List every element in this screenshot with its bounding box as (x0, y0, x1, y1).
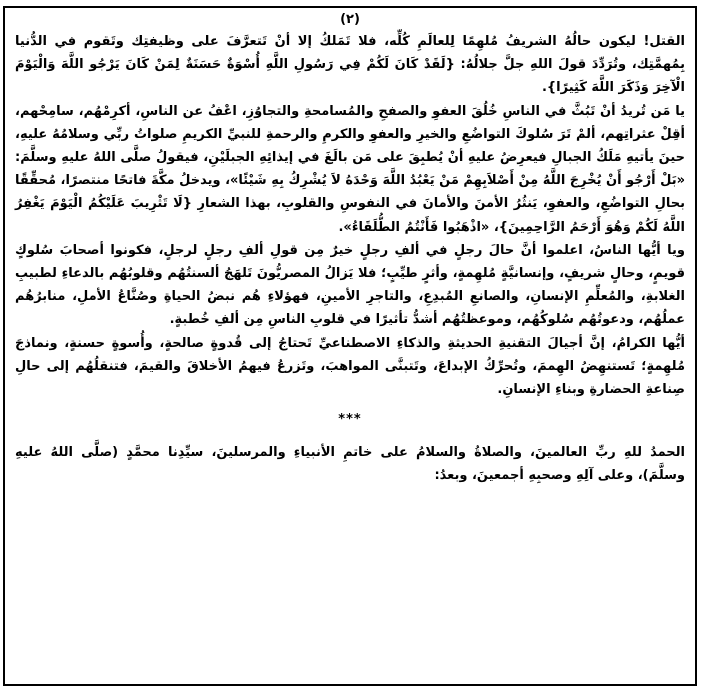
closing-paragraph: الحمدُ للهِ ربِّ العالمينَ، والصلاةُ والسلامُ على خاتمِ الأنبياءِ والمرسلينَ، سيِّدِنا محمَّدٍ (صلَّى اللهُ عليهِ وسلَّمَ)، وعلى آلِهِ وصحبِهِ أجمعينَ، وبعدُ: (15, 445, 685, 484)
page-number: (٢) (340, 12, 360, 27)
paragraph-3: ويا أيُّها الناسُ، اعلموا أنَّ حالَ رجلٍ في ألفِ رجلٍ خيرٌ مِن قولِ ألفِ رجلٍ لرجلٍ، فكونوا أصحابَ سُلوكٍ قويمٍ، وحالٍ شريفٍ، وإنسانيَّةٍ مُلهِمةٍ، وأثرٍ طيِّبٍ؛ فلا يَزالُ المصريُّونَ تَلهَجُ ألسنتُهُم وقلوبُهُم بالدعاءِ لطبيبِ الغلابةِ، والمُعلِّمِ الإنسانِ، والصانعِ المُبدِعِ، والتاجرِ الأمينِ، فهؤلاءِ هُم نبضُ الحياةِ وصُنَّاعُ الأملِ، منابرُهُم عملُهُم، ودعوتُهُم سُلوكُهُم، وموعظتُهُم أشدُّ تأثيرًا في قلوبِ الناسِ مِن ألفِ خُطبةٍ. (15, 242, 685, 328)
paragraph-4: أيُّها الكرامُ، إنَّ أجيالَ التقنيةِ الحديثةِ والذكاءِ الاصطناعيِّ تَحتاجُ إلى قُدوةٍ صالحةٍ، وأُسوةٍ حسنةٍ، ونماذجَ مُلهِمةٍ؛ تَستنهِضُ الهِممَ، وتُحرِّكُ الإبداعَ، وتَتبنَّى المواهبَ، وتَزرعُ فيهمُ الأخلاقَ والقيمَ، فتنقلُهُم إلى حالِ صِناعةِ الحضارةِ وبناءِ الإنسانِ. (15, 335, 685, 398)
paragraph-1: القتل! ليكون حالُهُ الشريفُ مُلهِمًا لِلعالَمِ كُلِّه، فلا تَمَلكُ إلا أنْ تَتعرَّفَ على وظيفتِك وتَقوم في الدُّنيا بِمُهمَّتِك، وتُرَدِّدَ قولَ اللهِ جلَّ جلالُهُ: {لَقَدْ كَانَ لَكُمْ فِي رَسُولِ اللَّهِ أُسْوَةٌ حَسَنَةٌ لِمَنْ كَانَ يَرْجُو اللَّهَ وَالْيَوْمَ الْآخِرَ وَذَكَرَ اللَّهَ كَثِيرًا}. (15, 34, 685, 96)
section-separator: *** (338, 412, 362, 428)
paragraph-2: يا مَن تُريدُ أنْ تَبُثَّ في الناسِ خُلُقَ العفوِ والصفحِ والمُسامحةِ والتجاوُزِ، اعْفُ عن الناسِ، أكرِمْهُم، سامِحْهم، أقِلْ عثراتِهم، ألمْ تَرَ سُلوكَ التواضُعِ والخيرِ والعفوِ والكرمِ والرحمةِ للنبيِّ الكريمِ صلواتُ ربِّي وسلامُهُ عليهِ، حينَ يأتيهِ مَلَكُ الجبالِ فيعرِضُ عليهِ أنْ يُطبِقَ على مَن بالَغَ في إيذائِهِ الجبلَيْنِ، فيقولُ صلَّى اللهُ عليهِ وسلَّمَ: «بَلْ أَرْجُو أَنْ يُخْرِجَ اللَّهُ مِنْ أَصْلاَبِهِمْ مَنْ يَعْبُدُ اللَّهَ وَحْدَهُ لاَ يُشْرِكُ بِهِ شَيْئًا»، ويدخلُ مكَّةَ فاتحًا منتصرًا، مُحقِّقًا بحالِ التواضُعِ، والعفوِ، يَنثُرُ الأمنَ والأمانَ في النفوسِ والقلوبِ، بهذا الشعارِ {لَا تَثْرِيبَ عَلَيْكُمُ الْيَوْمَ يَغْفِرُ اللَّهُ لَكُمْ وَهُوَ أَرْحَمُ الرَّاحِمِينَ}، «اذْهَبُوا فَأَنْتُمُ الطُّلَقَاءُ». (15, 103, 685, 235)
document-body (15, 30, 685, 488)
page-frame (3, 6, 697, 686)
